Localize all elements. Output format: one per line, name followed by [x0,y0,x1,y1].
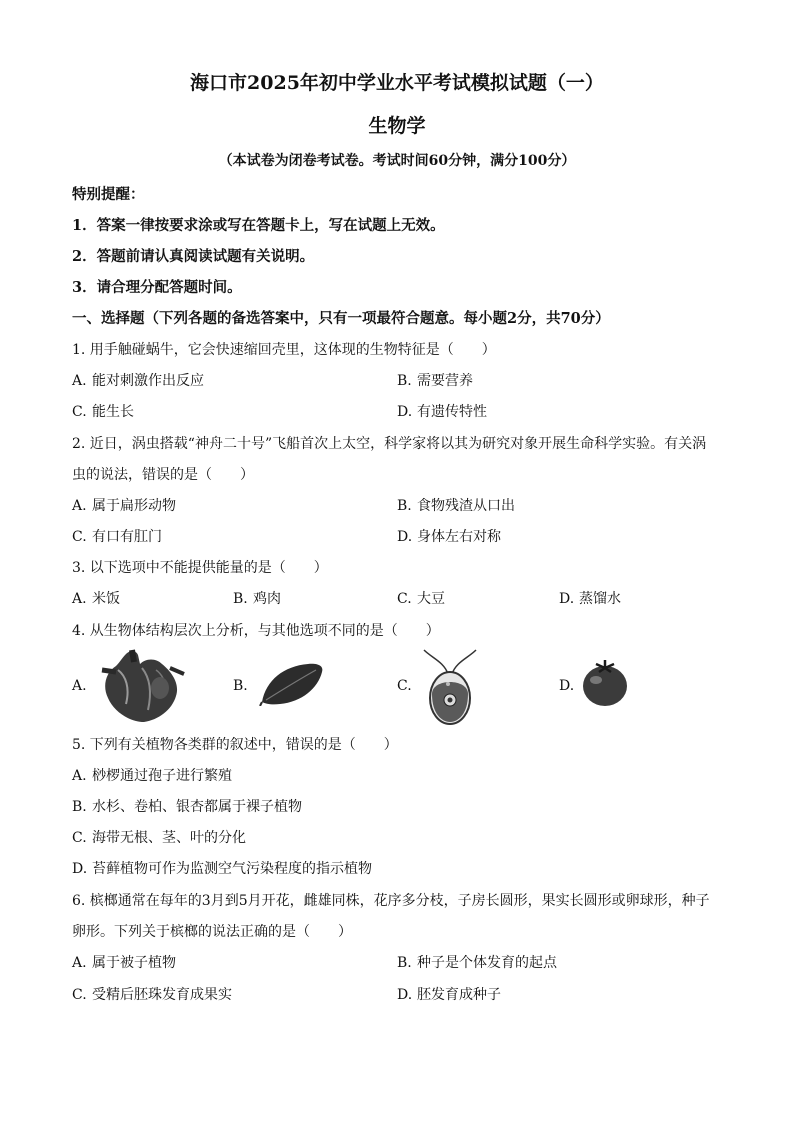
heart-image [96,648,186,724]
section-heading: 一、选择题（下列各题的备选答案中，只有一项最符合题意。每小题2分，共70分） [72,310,610,327]
q4-option-c-letter: C. [397,678,412,694]
q4-option-d-letter: D. [559,678,575,694]
q1-option-c: C. 能生长 [72,404,134,420]
question-5-stem: 5. 下列有关植物各类群的叙述中，错误的是（ ） [72,737,398,753]
q2-option-b: B. 食物残渣从口出 [397,498,515,514]
exam-note: （本试卷为闭卷考试卷。考试时间60分钟，满分100分） [218,153,576,169]
tomato-image [580,656,630,708]
q5-option-c: C. 海带无根、茎、叶的分化 [72,830,246,846]
q1-option-b: B. 需要营养 [397,373,473,389]
question-6-stem: 卵形。下列关于槟榔的说法正确的是（ ） [72,924,352,940]
q5-option-a: A. 桫椤通过孢子进行繁殖 [72,768,232,784]
question-3-stem: 3. 以下选项中不能提供能量的是（ ） [72,560,328,576]
question-1-stem: 1. 用手触碰蜗牛，它会快速缩回壳里，这体现的生物特征是（ ） [72,342,496,358]
reminder-item: 3．请合理分配答题时间。 [72,279,242,296]
exam-title: 海口市2025年初中学业水平考试模拟试题（一） [190,72,604,94]
q3-option-c: C. 大豆 [397,591,445,607]
question-6-stem: 6. 槟榔通常在每年的3月到5月开花，雌雄同株，花序多分枝，子房长圆形，果实长圆形或卵球形，种子 [72,893,710,909]
q1-option-a: A. 能对刺激作出反应 [72,373,204,389]
q6-option-d: D. 胚发育成种子 [397,987,501,1003]
q6-option-c: C. 受精后胚珠发育成果实 [72,987,232,1003]
q2-option-c: C. 有口有肛门 [72,529,162,545]
q5-option-d: D. 苔藓植物可作为监测空气污染程度的指示植物 [72,861,372,877]
q5-option-b: B. 水杉、卷柏、银杏都属于裸子植物 [72,799,302,815]
q3-option-b: B. 鸡肉 [233,591,281,607]
subject-title: 生物学 [368,115,426,137]
reminder-item: 1．答案一律按要求涂或写在答题卡上，写在试题上无效。 [72,217,445,234]
q4-option-a-letter: A. [72,678,87,694]
q6-option-a: A. 属于被子植物 [72,955,176,971]
q4-option-b-letter: B. [233,678,248,694]
q2-option-a: A. 属于扁形动物 [72,498,176,514]
question-2-stem: 2. 近日，涡虫搭载“神舟二十号”飞船首次上太空，科学家将以其为研究对象开展生命科学实验。有关涡 [72,436,707,452]
q2-option-d: D. 身体左右对称 [397,529,501,545]
reminder-heading: 特别提醒： [72,186,145,203]
q6-option-b: B. 种子是个体发育的起点 [397,955,557,971]
question-2-stem: 虫的说法，错误的是（ ） [72,467,254,483]
question-4-stem: 4. 从生物体结构层次上分析，与其他选项不同的是（ ） [72,623,440,639]
q3-option-a: A. 米饭 [72,591,120,607]
chlamydomonas-image [418,648,482,726]
reminder-item: 2．答题前请认真阅读试题有关说明。 [72,248,315,265]
leaf-image [258,660,326,706]
q1-option-d: D. 有遗传特性 [397,404,487,420]
q3-option-d: D. 蒸馏水 [559,591,621,607]
